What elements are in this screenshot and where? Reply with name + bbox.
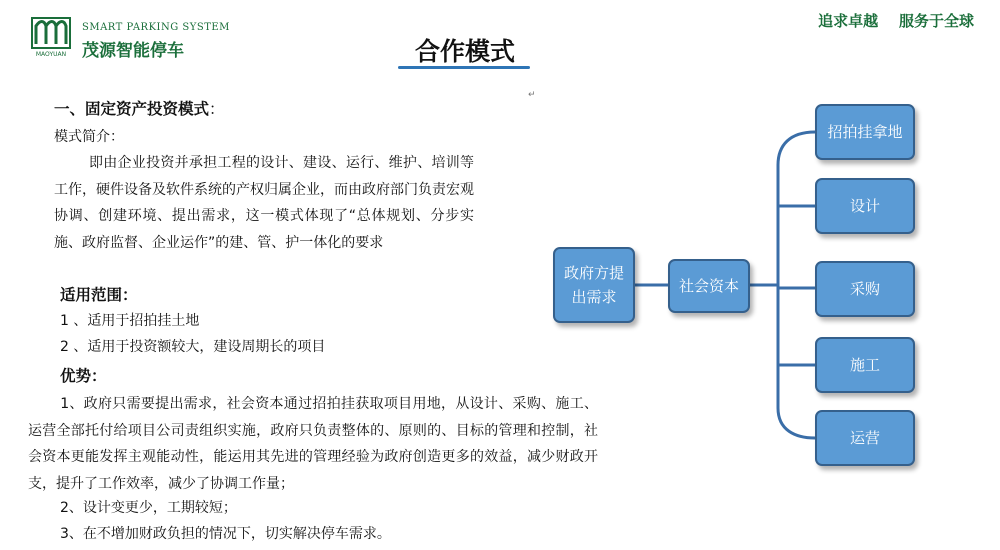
node-social-capital: 社会资本 <box>668 259 750 313</box>
node-government-demand: 政府方提出需求 <box>553 247 635 323</box>
text-cursor-icon: ↵ <box>528 90 536 100</box>
node-design: 设计 <box>815 178 915 234</box>
node-operation: 运营 <box>815 410 915 466</box>
logo-mark-text: MAOYUAN <box>35 51 67 58</box>
logo-chinese-name: 茂源智能停车 <box>82 41 184 61</box>
scope-item: 1 、适用于招拍挂土地 <box>60 313 200 329</box>
connector-trunk <box>778 132 815 438</box>
slogan: 追求卓越 服务于全球 <box>818 12 974 30</box>
advantage-heading: 优势： <box>60 367 107 385</box>
intro-label: 模式简介： <box>54 129 124 145</box>
section-heading-colon: ： <box>209 100 225 118</box>
advantage-item: 1、政府只需要提出需求，社会资本通过招拍挂获取项目用地，从设计、采购、施工、运营全部托付给项目公司责组织实施，政府只负责整体的、原则的、目标的管理和控制，社会资本更能发挥主观能动性，能运用其先进的管理经验为政府创造更多的效益，减少财政开支，提升了工作效率，减少了协调工作量； <box>28 396 598 492</box>
page-title: 合作模式 <box>414 37 515 66</box>
node-procurement: 采购 <box>815 261 915 317</box>
scope-heading: 适用范围： <box>60 286 138 304</box>
advantage-item: 2、设计变更少，工期较短； <box>60 500 237 516</box>
node-construction: 施工 <box>815 337 915 393</box>
node-land-acquisition: 招拍挂拿地 <box>815 104 915 160</box>
advantage-item: 3、在不增加财政负担的情况下，切实解决停车需求。 <box>60 526 391 542</box>
logo-english-name: SMART PARKING SYSTEM <box>82 22 230 33</box>
scope-item: 2 、适用于投资额较大，建设周期长的项目 <box>60 339 326 355</box>
intro-paragraph: 即由企业投资并承担工程的设计、建设、运行、维护、培训等工作，硬件设备及软件系统的产权归属企业，而由政府部门负责宏观协调、创建环境、提出需求，这一模式体现了“总体规划、分步实施、政府监督、企业运作”的建、管、护一体化的要求 <box>54 155 474 251</box>
section-heading-text: 一、固定资产投资模式 <box>54 100 210 118</box>
